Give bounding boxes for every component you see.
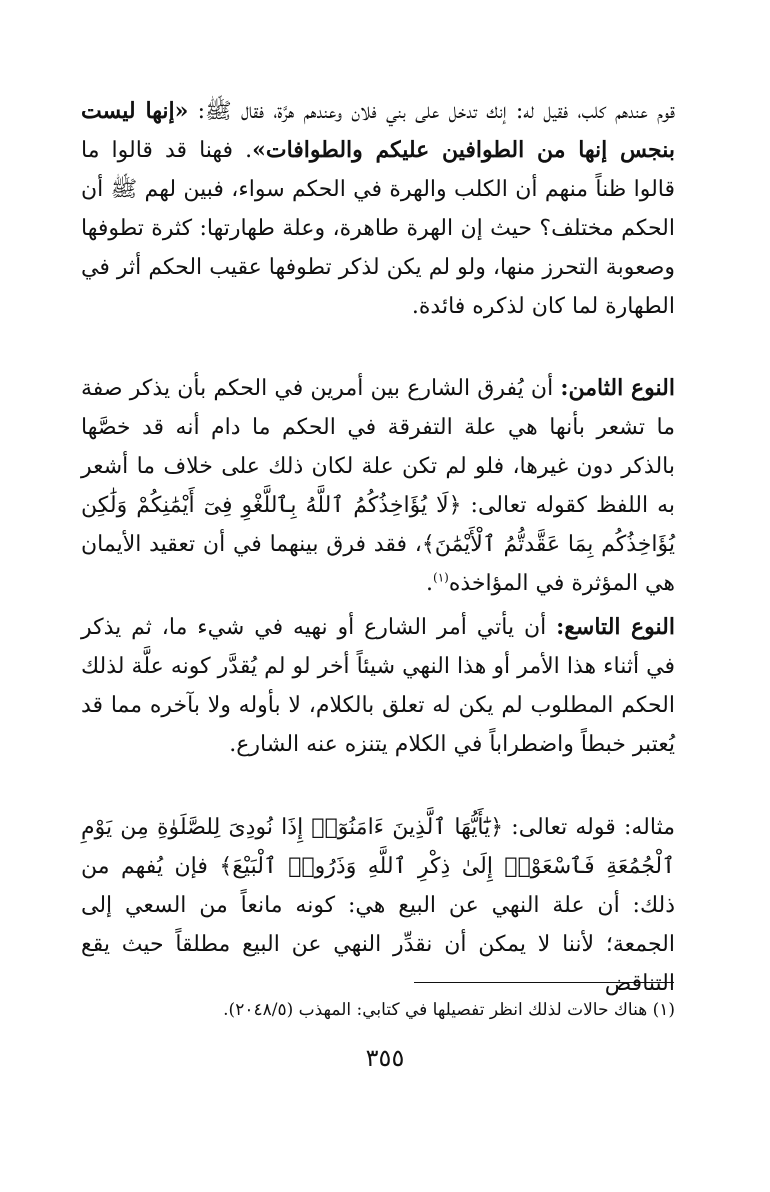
paragraph-2-text-end: ، فقد فرق بينهما في أن تعقيد الأيمان هي المؤثرة في المؤاخذه xyxy=(81,532,675,596)
page-number: ٣٥٥ xyxy=(365,1044,405,1072)
footnote-reference[interactable]: (١) xyxy=(433,570,449,585)
section-heading-type-nine: النوع التاسع: xyxy=(556,614,675,640)
paragraph-1-text-end: . فهنا قد قالوا ما قالوا ظناً منهم أن الكلب والهرة في الحكم سواء، فبين لهم ﷺ أن الحكم مختلف؟ حيث إن الهرة طاهرة، وعلة طهارتها: كثرة تطوفها وصعوبة التحرز منها، ولو لم يكن لذكر تطوفها عقيب الحكم أثر في الطهارة لما كان لذكره فائدة. xyxy=(81,138,675,319)
paragraph-example xyxy=(81,808,675,1003)
hadith-quote: «إنها ليست بنجس إنها من الطوافين عليكم والطوافات» xyxy=(81,98,675,163)
paragraph-type-nine xyxy=(81,608,675,764)
paragraph-type-eight xyxy=(81,369,675,603)
quran-verse-friday: ﴿يَٰٓأَيُّهَا ٱلَّذِينَ ءَامَنُوٓا۟ إِذَا نُودِىَ لِلصَّلَوٰةِ مِن يَوْمِ ٱلْجُمُعَةِ فَٱسْعَوْا۟ إِلَىٰ ذِكْرِ ٱللَّهِ وَذَرُوا۟ ٱلْبَيْعَ﴾ xyxy=(81,815,676,879)
paragraph-2-text-start: أن يُفرق الشارع بين أمرين في الحكم بأن يذكر صفة ما تشعر بأنها هي علة التفرقة في الحكم ما دام أنه قد خصَّها بالذكر دون غيرها، فلو لم تكن علة لكان ذلك على خلاف ما أشعر به اللفظ كقوله تعالى: xyxy=(81,376,675,518)
footnote-divider xyxy=(414,982,674,983)
paragraph-4-text-end: فإن يُفهم من ذلك: أن علة النهي عن البيع هي: كونه مانعاً من السعي إلى الجمعة؛ لأننا لا يمكن أن نقدِّر النهي عن البيع مطلقاً حيث يقع التناقض xyxy=(81,854,675,996)
footnote: (١) هناك حالات لذلك انظر تفصيلها في كتابي: المهذب (٢٠٤٨/٥). xyxy=(223,1000,675,1020)
section-heading-type-eight: النوع الثامن: xyxy=(560,375,675,401)
paragraph-3-text: أن يأتي أمر الشارع أو نهيه في شيء ما، ثم يذكر في أثناء هذا الأمر أو هذا النهي شيئاً أخر لو لم يُقدَّر كونه علَّة لذلك الحكم المطلوب لم يكن له تعلق بالكلام، لا بأوله ولا بآخره مما قد يُعتبر خبطاً واضطراباً في الكلام يتنزه عنه الشارع. xyxy=(81,615,675,757)
quran-verse-oaths: ﴿لَا يُؤَاخِذُكُمُ ٱللَّهُ بِٱللَّغْوِ فِىٓ أَيْمَٰنِكُمْ وَلَٰكِن يُؤَاخِذُكُم بِمَا عَقَّدتُّمُ ٱلْأَيْمَٰنَ﴾ xyxy=(81,493,675,557)
paragraph-2-period: . xyxy=(426,571,434,596)
paragraph-1-text-start: قوم عندهم كلب، فقيل له: إنك تدخل على بني فلان وعندهم هرَّة، فقال ﷺ: xyxy=(188,99,675,124)
paragraph-cat-purity xyxy=(81,92,675,326)
paragraph-4-text-start: مثاله: قوله تعالى: xyxy=(503,815,675,840)
